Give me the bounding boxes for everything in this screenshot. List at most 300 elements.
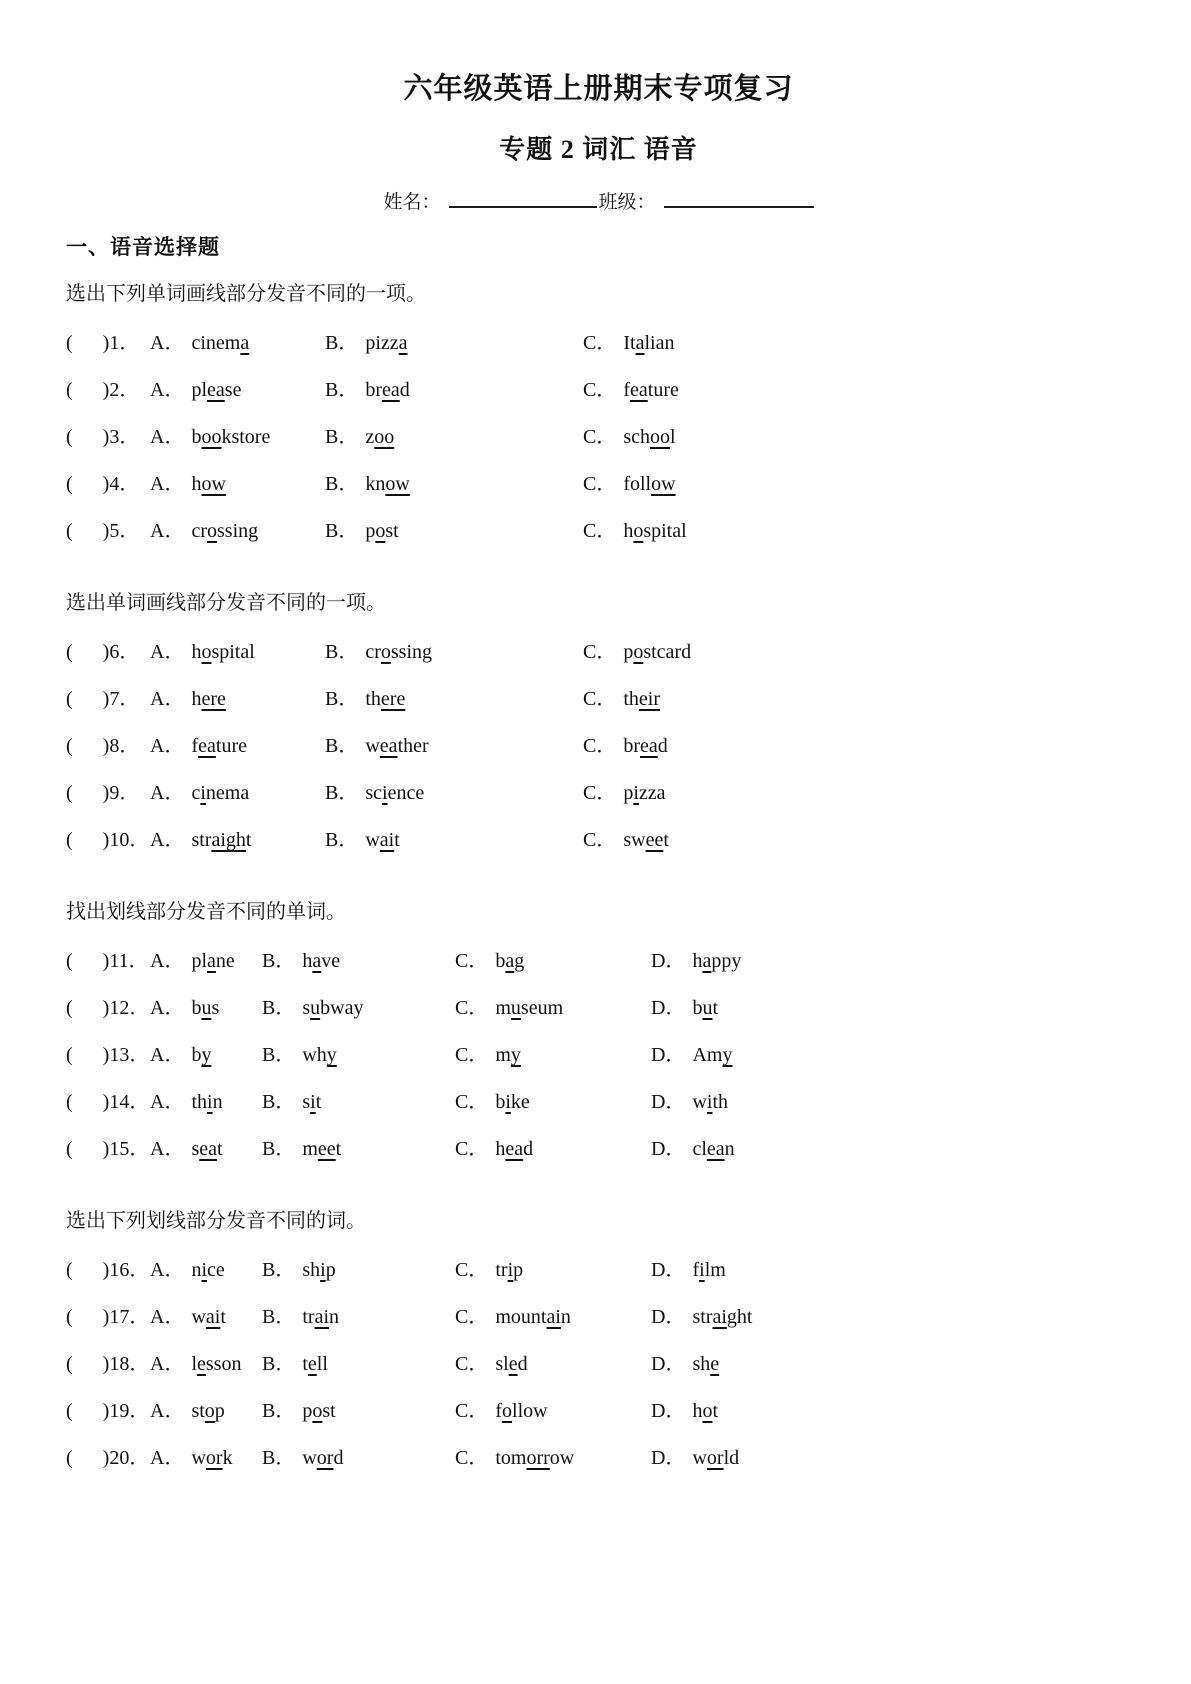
- option-label: C．: [583, 735, 617, 758]
- option-label: A．: [150, 1091, 185, 1114]
- option-label: C．: [455, 1400, 489, 1423]
- option-label: B．: [262, 1306, 296, 1329]
- question-group: [66, 1209, 1131, 1469]
- question-prefix: [66, 997, 150, 1019]
- option-label: A．: [150, 688, 185, 711]
- question-row: [66, 1447, 1131, 1469]
- question-prefix: [66, 426, 150, 448]
- question-row: [66, 379, 1131, 401]
- option-label: D．: [651, 950, 686, 973]
- option-word: work: [191, 1447, 233, 1470]
- name-class-line: [66, 190, 1131, 214]
- option-c: [583, 426, 1131, 448]
- option-label: B．: [325, 379, 359, 402]
- option-word: bus: [191, 997, 220, 1020]
- option-b: [262, 1091, 455, 1113]
- option-label: A．: [150, 829, 185, 852]
- option-word: tomorrow: [495, 1447, 575, 1470]
- question-row: [66, 829, 1131, 851]
- answer-brackets[interactable]: ( ): [66, 735, 110, 758]
- option-label: A．: [150, 1138, 185, 1161]
- option-label: C．: [583, 782, 617, 805]
- option-word: head: [495, 1138, 534, 1161]
- option-word: bread: [365, 379, 410, 402]
- question-number: 3．: [109, 426, 140, 449]
- option-word: hot: [692, 1400, 719, 1423]
- question-prefix: [66, 1447, 150, 1469]
- option-word: trip: [495, 1259, 524, 1282]
- option-label: C．: [455, 1091, 489, 1114]
- question-row: [66, 735, 1131, 757]
- option-label: A．: [150, 1259, 185, 1282]
- question-row: [66, 782, 1131, 804]
- section-heading: 一、语音选择题: [66, 235, 220, 260]
- option-b: [262, 1306, 455, 1328]
- page-title: 六年级英语上册期末专项复习: [403, 73, 794, 105]
- option-label: B．: [325, 426, 359, 449]
- answer-brackets[interactable]: ( ): [66, 520, 110, 543]
- option-label: A．: [150, 1447, 185, 1470]
- option-word: clean: [692, 1138, 735, 1161]
- question-row: [66, 950, 1131, 972]
- question-number: 12．: [109, 997, 150, 1020]
- option-c: [583, 735, 1131, 757]
- option-word: why: [302, 1044, 337, 1067]
- question-row: [66, 426, 1131, 448]
- option-word: wait: [365, 829, 400, 852]
- option-b: [262, 1447, 455, 1469]
- option-label: B．: [325, 829, 359, 852]
- option-a: [150, 473, 325, 495]
- option-b: [325, 520, 583, 542]
- option-word: plane: [191, 950, 235, 973]
- option-c: [455, 1044, 651, 1066]
- option-label: A．: [150, 473, 185, 496]
- class-label: 班级：: [598, 192, 656, 214]
- option-a: [150, 950, 262, 972]
- option-label: A．: [150, 1400, 185, 1423]
- option-label: D．: [651, 1138, 686, 1161]
- question-number: 1．: [109, 332, 140, 355]
- option-word: sweet: [623, 829, 669, 852]
- answer-brackets[interactable]: ( ): [66, 950, 110, 973]
- option-b: [325, 641, 583, 663]
- option-d: [651, 997, 1131, 1019]
- question-prefix: [66, 688, 150, 710]
- answer-brackets[interactable]: ( ): [66, 1044, 110, 1067]
- option-word: she: [692, 1353, 720, 1376]
- option-word: post: [302, 1400, 336, 1423]
- option-a: [150, 641, 325, 663]
- option-word: have: [302, 950, 341, 973]
- question-row: [66, 520, 1131, 542]
- option-d: [651, 950, 1131, 972]
- answer-brackets[interactable]: ( ): [66, 1259, 110, 1282]
- option-label: D．: [651, 1306, 686, 1329]
- option-word: thin: [191, 1091, 223, 1114]
- question-number: 13．: [109, 1044, 150, 1067]
- option-label: A．: [150, 379, 185, 402]
- class-blank[interactable]: [664, 190, 814, 208]
- option-b: [325, 473, 583, 495]
- option-label: B．: [325, 332, 359, 355]
- name-label: 姓名：: [383, 192, 441, 214]
- option-word: how: [191, 473, 226, 496]
- question-number: 2．: [109, 379, 140, 402]
- option-b: [325, 735, 583, 757]
- question-prefix: [66, 829, 150, 851]
- option-b: [262, 950, 455, 972]
- option-label: C．: [455, 1044, 489, 1067]
- option-label: C．: [455, 1259, 489, 1282]
- option-label: C．: [455, 1447, 489, 1470]
- question-row: [66, 473, 1131, 495]
- option-word: sled: [495, 1353, 528, 1376]
- option-word: subway: [302, 997, 364, 1020]
- answer-brackets[interactable]: ( ): [66, 473, 110, 496]
- option-label: C．: [455, 950, 489, 973]
- question-group: [66, 282, 1131, 542]
- option-c: [455, 1447, 651, 1469]
- answer-brackets[interactable]: ( ): [66, 829, 110, 852]
- option-label: A．: [150, 520, 185, 543]
- option-label: B．: [325, 473, 359, 496]
- option-word: pizza: [365, 332, 408, 355]
- question-row: [66, 1091, 1131, 1113]
- option-word: crossing: [191, 520, 259, 543]
- option-a: [150, 332, 325, 354]
- option-c: [455, 1138, 651, 1160]
- option-c: [455, 997, 651, 1019]
- option-label: B．: [262, 1353, 296, 1376]
- option-label: B．: [262, 1091, 296, 1114]
- question-number: 5．: [109, 520, 140, 543]
- option-word: post: [365, 520, 399, 543]
- option-a: [150, 688, 325, 710]
- question-prefix: [66, 1044, 150, 1066]
- option-c: [455, 1400, 651, 1422]
- option-word: hospital: [623, 520, 687, 543]
- question-prefix: [66, 379, 150, 401]
- option-word: crossing: [365, 641, 433, 664]
- question-number: 11．: [109, 950, 149, 973]
- question-row: [66, 1259, 1131, 1281]
- option-word: my: [495, 1044, 521, 1067]
- option-word: there: [365, 688, 406, 711]
- question-prefix: [66, 1259, 150, 1281]
- question-number: 14．: [109, 1091, 150, 1114]
- option-word: feature: [191, 735, 247, 758]
- option-c: [583, 829, 1131, 851]
- option-label: B．: [325, 641, 359, 664]
- option-word: pizza: [623, 782, 666, 805]
- option-a: [150, 782, 325, 804]
- question-group: [66, 591, 1131, 851]
- option-c: [583, 520, 1131, 542]
- option-label: A．: [150, 426, 185, 449]
- option-word: but: [692, 997, 719, 1020]
- option-word: straight: [692, 1306, 753, 1329]
- option-label: A．: [150, 1044, 185, 1067]
- option-word: with: [692, 1091, 729, 1114]
- option-d: [651, 1306, 1131, 1328]
- option-a: [150, 1447, 262, 1469]
- option-label: B．: [325, 782, 359, 805]
- question-row: [66, 1044, 1131, 1066]
- option-label: C．: [455, 1306, 489, 1329]
- option-word: bike: [495, 1091, 530, 1114]
- option-label: C．: [455, 1353, 489, 1376]
- option-a: [150, 520, 325, 542]
- option-label: C．: [583, 829, 617, 852]
- option-a: [150, 1400, 262, 1422]
- option-word: bag: [495, 950, 525, 973]
- option-label: C．: [583, 688, 617, 711]
- option-word: film: [692, 1259, 726, 1282]
- question-prefix: [66, 1353, 150, 1375]
- option-c: [583, 332, 1131, 354]
- option-label: A．: [150, 641, 185, 664]
- option-word: sit: [302, 1091, 322, 1114]
- option-b: [325, 829, 583, 851]
- option-word: zoo: [365, 426, 395, 449]
- option-c: [455, 1353, 651, 1375]
- option-word: museum: [495, 997, 564, 1020]
- option-label: B．: [325, 735, 359, 758]
- question-number: 17．: [109, 1306, 150, 1329]
- option-word: bookstore: [191, 426, 271, 449]
- question-number: 16．: [109, 1259, 150, 1282]
- answer-brackets[interactable]: ( ): [66, 1353, 110, 1376]
- option-d: [651, 1044, 1131, 1066]
- option-b: [325, 782, 583, 804]
- option-b: [262, 997, 455, 1019]
- option-label: D．: [651, 1400, 686, 1423]
- option-label: D．: [651, 1044, 686, 1067]
- question-number: 7．: [109, 688, 140, 711]
- answer-brackets[interactable]: ( ): [66, 1447, 110, 1470]
- option-a: [150, 1044, 262, 1066]
- question-number: 9．: [109, 782, 140, 805]
- question-row: [66, 641, 1131, 663]
- option-word: here: [191, 688, 226, 711]
- option-label: A．: [150, 735, 185, 758]
- question-prefix: [66, 1091, 150, 1113]
- option-b: [262, 1044, 455, 1066]
- option-d: [651, 1259, 1131, 1281]
- option-label: C．: [583, 641, 617, 664]
- option-a: [150, 379, 325, 401]
- answer-brackets[interactable]: ( ): [66, 688, 110, 711]
- option-c: [455, 1091, 651, 1113]
- option-word: by: [191, 1044, 212, 1067]
- option-word: straight: [191, 829, 252, 852]
- option-word: meet: [302, 1138, 342, 1161]
- option-c: [455, 950, 651, 972]
- option-c: [583, 688, 1131, 710]
- option-d: [651, 1447, 1131, 1469]
- question-number: 10．: [109, 829, 150, 852]
- option-b: [262, 1138, 455, 1160]
- option-a: [150, 735, 325, 757]
- option-word: tell: [302, 1353, 328, 1376]
- option-label: A．: [150, 950, 185, 973]
- option-word: train: [302, 1306, 339, 1329]
- question-number: 6．: [109, 641, 140, 664]
- option-c: [455, 1306, 651, 1328]
- answer-brackets[interactable]: ( ): [66, 782, 110, 805]
- option-a: [150, 1306, 262, 1328]
- option-label: A．: [150, 1306, 185, 1329]
- question-row: [66, 688, 1131, 710]
- option-word: bread: [623, 735, 668, 758]
- option-label: B．: [262, 1400, 296, 1423]
- group-instruction: 选出下列划线部分发音不同的词。: [66, 1210, 366, 1233]
- option-word: lesson: [191, 1353, 242, 1376]
- option-word: feature: [623, 379, 679, 402]
- option-label: C．: [583, 332, 617, 355]
- option-word: cinema: [191, 332, 250, 355]
- option-word: word: [302, 1447, 344, 1470]
- option-b: [325, 688, 583, 710]
- option-label: B．: [262, 1447, 296, 1470]
- option-d: [651, 1091, 1131, 1113]
- question-number: 18．: [109, 1353, 150, 1376]
- option-label: B．: [325, 520, 359, 543]
- option-word: Italian: [623, 332, 675, 355]
- option-a: [150, 997, 262, 1019]
- option-word: follow: [495, 1400, 548, 1423]
- option-label: B．: [262, 1259, 296, 1282]
- option-b: [262, 1353, 455, 1375]
- question-prefix: [66, 782, 150, 804]
- option-word: happy: [692, 950, 742, 973]
- option-a: [150, 1091, 262, 1113]
- option-label: B．: [262, 1044, 296, 1067]
- question-prefix: [66, 1138, 150, 1160]
- option-label: D．: [651, 1259, 686, 1282]
- question-number: 19．: [109, 1400, 150, 1423]
- option-word: weather: [365, 735, 429, 758]
- answer-brackets[interactable]: ( ): [66, 1306, 110, 1329]
- option-word: know: [365, 473, 410, 496]
- option-word: follow: [623, 473, 676, 496]
- option-label: A．: [150, 997, 185, 1020]
- option-a: [150, 829, 325, 851]
- option-label: B．: [262, 1138, 296, 1161]
- option-word: hospital: [191, 641, 255, 664]
- question-row: [66, 997, 1131, 1019]
- option-c: [583, 641, 1131, 663]
- question-prefix: [66, 735, 150, 757]
- option-b: [325, 332, 583, 354]
- option-word: Amy: [692, 1044, 733, 1067]
- answer-brackets[interactable]: ( ): [66, 1400, 110, 1423]
- option-a: [150, 1353, 262, 1375]
- option-label: B．: [262, 997, 296, 1020]
- option-label: D．: [651, 1353, 686, 1376]
- group-instruction: 选出单词画线部分发音不同的一项。: [66, 592, 386, 615]
- answer-brackets[interactable]: ( ): [66, 1138, 110, 1161]
- question-prefix: [66, 473, 150, 495]
- option-c: [583, 782, 1131, 804]
- option-word: cinema: [191, 782, 250, 805]
- option-word: seat: [191, 1138, 223, 1161]
- answer-brackets[interactable]: ( ): [66, 426, 110, 449]
- option-label: C．: [455, 1138, 489, 1161]
- question-number: 4．: [109, 473, 140, 496]
- question-row: [66, 332, 1131, 354]
- option-b: [325, 426, 583, 448]
- answer-brackets[interactable]: ( ): [66, 332, 110, 355]
- answer-brackets[interactable]: ( ): [66, 997, 110, 1020]
- question-prefix: [66, 1306, 150, 1328]
- option-a: [150, 1259, 262, 1281]
- option-label: C．: [583, 473, 617, 496]
- question-row: [66, 1400, 1131, 1422]
- question-row: [66, 1353, 1131, 1375]
- question-number: 8．: [109, 735, 140, 758]
- option-word: please: [191, 379, 242, 402]
- option-label: A．: [150, 782, 185, 805]
- option-a: [150, 426, 325, 448]
- option-b: [262, 1400, 455, 1422]
- option-word: their: [623, 688, 660, 711]
- question-row: [66, 1306, 1131, 1328]
- question-prefix: [66, 332, 150, 354]
- option-d: [651, 1353, 1131, 1375]
- option-c: [583, 379, 1131, 401]
- option-label: B．: [262, 950, 296, 973]
- option-label: B．: [325, 688, 359, 711]
- question-prefix: [66, 1400, 150, 1422]
- name-blank[interactable]: [449, 190, 597, 208]
- option-word: science: [365, 782, 425, 805]
- option-word: ship: [302, 1259, 336, 1282]
- option-label: D．: [651, 1091, 686, 1114]
- page-subtitle: 专题 2 词汇 语音: [499, 134, 698, 164]
- question-groups: [66, 282, 1131, 1469]
- option-word: mountain: [495, 1306, 571, 1329]
- answer-brackets[interactable]: ( ): [66, 1091, 110, 1114]
- option-label: C．: [583, 520, 617, 543]
- option-c: [455, 1259, 651, 1281]
- question-number: 20．: [109, 1447, 150, 1470]
- option-word: postcard: [623, 641, 692, 664]
- option-word: world: [692, 1447, 740, 1470]
- option-c: [583, 473, 1131, 495]
- option-word: wait: [191, 1306, 226, 1329]
- option-label: A．: [150, 1353, 185, 1376]
- option-word: stop: [191, 1400, 225, 1423]
- option-a: [150, 1138, 262, 1160]
- group-instruction: 选出下列单词画线部分发音不同的一项。: [66, 283, 426, 306]
- option-d: [651, 1138, 1131, 1160]
- answer-brackets[interactable]: ( ): [66, 379, 110, 402]
- question-row: [66, 1138, 1131, 1160]
- question-prefix: [66, 950, 150, 972]
- option-d: [651, 1400, 1131, 1422]
- option-label: C．: [583, 426, 617, 449]
- answer-brackets[interactable]: ( ): [66, 641, 110, 664]
- option-b: [325, 379, 583, 401]
- option-label: A．: [150, 332, 185, 355]
- option-label: C．: [455, 997, 489, 1020]
- option-label: C．: [583, 379, 617, 402]
- option-b: [262, 1259, 455, 1281]
- group-instruction: 找出划线部分发音不同的单词。: [66, 901, 346, 924]
- question-prefix: [66, 520, 150, 542]
